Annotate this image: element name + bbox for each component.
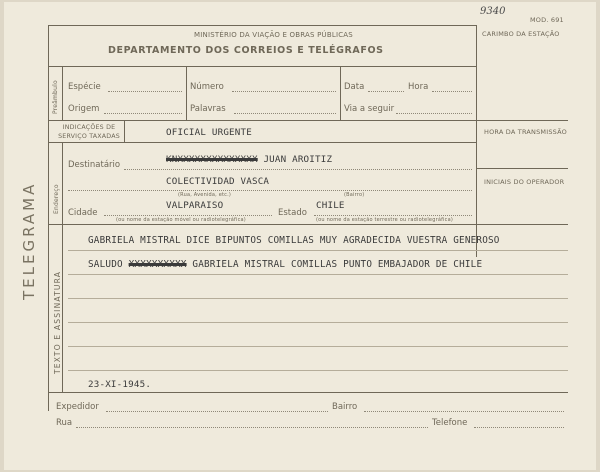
body-line1: GABRIELA MISTRAL DICE BIPUNTOS COMILLAS MUY AGRADECIDA VUESTRA GENEROSO [88,235,500,246]
ministry-title: MINISTÉRIO DA VIAÇÃO E OBRAS PÚBLICAS [194,31,353,39]
cidade-hint: (ou nome da estação móvel ou radiotelegráfica) [116,217,246,223]
telegram-form [4,2,596,470]
cidade-value: VALPARAISO [166,200,224,211]
corner-note: 9340 [480,6,506,17]
hora-label: Hora [408,82,429,92]
data-label: Data [344,82,365,92]
body-line2-struck: XXXXXXXXXX [128,259,187,270]
via-label: Via a seguir [344,104,395,114]
expedidor-label: Expedidor [56,402,99,412]
estado-value: CHILE [316,200,345,211]
telefone-label: Telefone [432,418,468,428]
rua-hint: (Rua, Avenida, etc.) [178,192,232,198]
numero-label: Número [190,82,224,92]
rua-label: Rua [56,418,73,428]
palavras-label: Palavras [190,104,226,114]
preamble-side-label: Preâmbulo [52,80,59,114]
department-title: DEPARTAMENTO DOS CORREIOS E TELÉGRAFOS [108,45,384,56]
body-side-label: TEXTO E ASSINATURA [53,270,62,374]
operator-initials-label: INICIAIS DO OPERADOR [484,178,565,186]
body-line2-rest: GABRIELA MISTRAL COMILLAS PUNTO EMBAJADOR DE CHILE [192,259,483,270]
bairro-hint: (Bairro) [344,192,365,198]
address-side-label: Endereço [53,184,60,214]
body-line2-prefix: SALUDO [88,259,123,270]
transmission-time-label: HORA DA TRANSMISSÃO [484,128,567,136]
service-indications-label: INDICAÇÕES DE SERVIÇO TAXADAS [58,124,120,140]
cidade-label: Cidade [68,208,98,218]
estado-hint: (ou nome da estação terrestre ou radiotelegráfica) [316,217,453,223]
side-title: TELEGRAMA [20,181,38,300]
destinatario-struck: KNXXXXXXXXXXXXXX [166,154,258,165]
destinatario-name: JUAN AROITIZ [263,154,333,165]
bairro-label: Bairro [332,402,358,412]
estado-label: Estado [278,208,307,218]
origem-label: Origem [68,104,100,114]
destinatario-value [166,154,332,165]
body-line2 [88,259,482,270]
body-date: 23-XI-1945. [88,379,152,390]
address-line2: COLECTIVIDAD VASCA [166,176,270,187]
stamp-label: CARIMBO DA ESTAÇÃO [482,30,560,38]
especie-label: Espécie [68,82,101,92]
destinatario-label: Destinatário [68,160,121,170]
model-number: MOD. 691 [530,16,564,24]
service-indications-value: OFICIAL URGENTE [166,127,252,138]
